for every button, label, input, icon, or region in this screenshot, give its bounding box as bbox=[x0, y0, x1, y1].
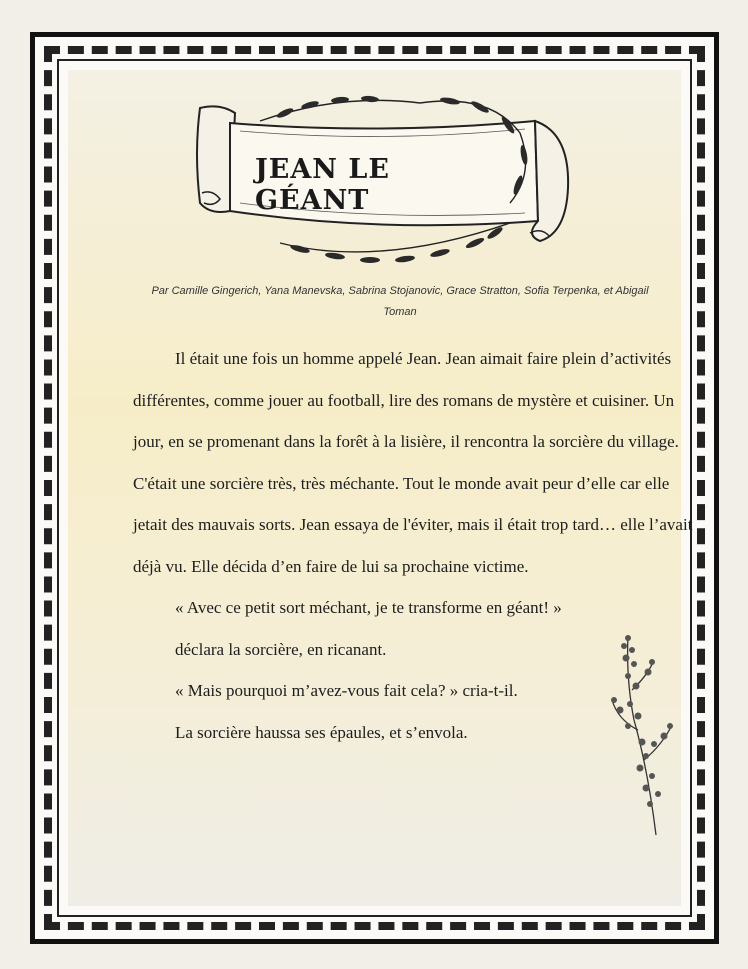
authors-line: Par Camille Gingerich, Yana Manevska, Sabrina Stojanovic, Grace Stratton, Sofia Terpenka, et Abigail Toman bbox=[151, 285, 649, 318]
story-paragraph: Il était une fois un homme appelé Jean. Jean aimait faire plein d’activités différentes, comme jouer au football, lire des romans de mystère et cuisiner. Un jour, en se promenant dans la forêt à la lisière, il rencontra la sorcière du village. C'était une sorcière très, très méchante. Tout le monde avait peur d’elle car elle jetait des mauvais sorts. Jean essaya de l'éviter, mais il était trop tard… elle l’avait déjà vu. Elle décida d’en faire de lui sa prochaine victime. bbox=[133, 349, 693, 576]
page-title: JEAN LE GÉANT bbox=[255, 154, 390, 216]
dialogue-line: « Mais pourquoi m’avez-vous fait cela? » cria-t-il. bbox=[175, 681, 518, 700]
dialogue-line: La sorcière haussa ses épaules, et s’envola. bbox=[175, 722, 468, 742]
dialogue-line: « Avec ce petit sort méchant, je te transforme en géant! » déclara la sorcière, en ricanant. bbox=[175, 598, 562, 659]
flower-sprig-icon bbox=[604, 630, 684, 840]
